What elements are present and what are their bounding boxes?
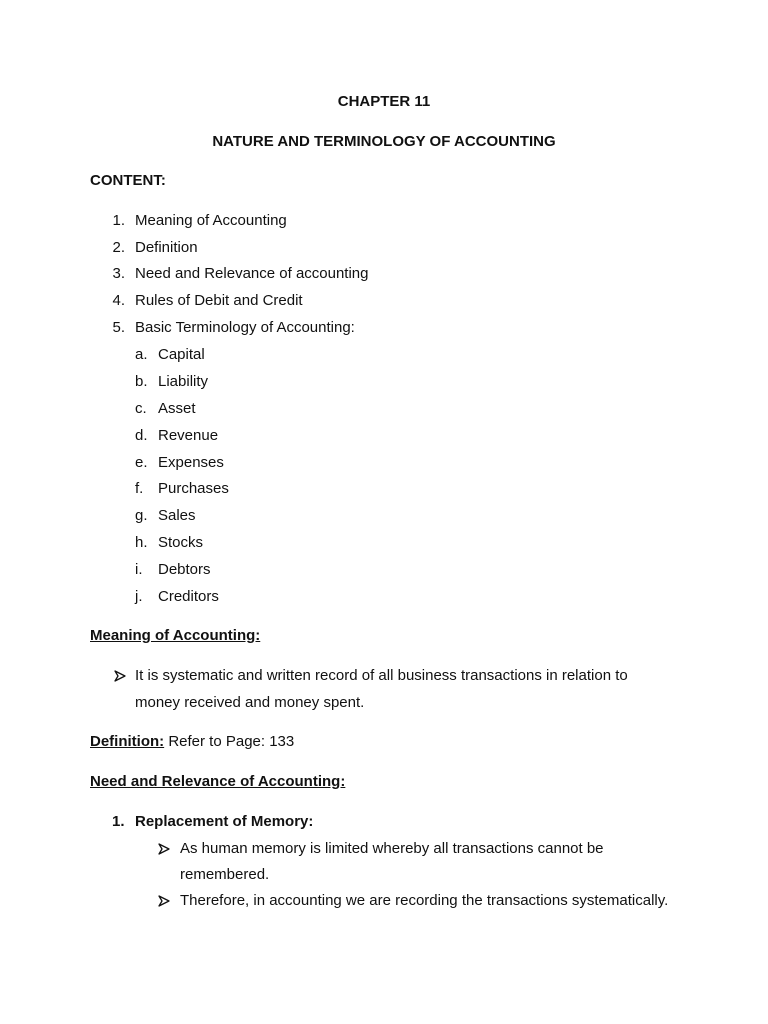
sub-list-text: Purchases (158, 480, 229, 497)
sub-list-text: Sales (158, 507, 196, 524)
chapter-title: CHAPTER 11 (337, 93, 431, 110)
sub-list-item (135, 427, 219, 445)
list-item-text: Definition (135, 239, 198, 256)
content-heading: CONTENT: (90, 172, 166, 189)
list-item (108, 239, 198, 257)
meaning-heading: Meaning of Accounting: (90, 627, 261, 644)
list-item-number: 5. (112, 319, 125, 336)
sub-list-letter: b. (135, 373, 148, 390)
sub-list-text: Debtors (158, 561, 211, 578)
chapter-subtitle: NATURE AND TERMINOLOGY OF ACCOUNTING (212, 133, 556, 150)
sub-list-item (135, 480, 229, 498)
sub-list-letter: f. (135, 480, 144, 497)
sub-list-text: Expenses (158, 454, 224, 471)
sub-list-letter: j. (135, 588, 143, 605)
sub-list-item (135, 400, 196, 418)
sub-list-item (135, 588, 219, 606)
need-heading: Need and Relevance of Accounting: (90, 773, 346, 790)
definition-line (90, 733, 294, 751)
sub-list-item (135, 346, 205, 364)
sub-list-text: Stocks (158, 534, 204, 551)
list-item-text: Rules of Debit and Credit (135, 292, 303, 309)
need-point (112, 813, 314, 831)
sub-list-text: Revenue (158, 427, 219, 444)
need-point-number: 1. (112, 813, 125, 830)
sub-list-item (135, 373, 209, 391)
meaning-text-line-1: It is systematic and written record of all business transactions in relation to (135, 667, 628, 684)
definition-label: Definition: (90, 733, 165, 750)
list-item-number: 4. (112, 292, 125, 309)
list-item (108, 212, 287, 230)
definition-text: Refer to Page: 133 (168, 733, 295, 750)
sub-list-text: Capital (158, 346, 205, 363)
arrow-bullet-icon (114, 670, 126, 682)
sub-list-letter: g. (135, 507, 148, 524)
need-point-title: Replacement of Memory: (135, 813, 314, 830)
need-bullet-1-line-2: remembered. (180, 866, 270, 883)
sub-list-letter: a. (135, 346, 148, 363)
sub-list-letter: e. (135, 454, 148, 471)
sub-list-item (135, 561, 211, 579)
need-bullet-1-line-1: As human memory is limited whereby all transactions cannot be (180, 840, 604, 857)
list-item (108, 265, 369, 283)
sub-list-item (135, 507, 196, 525)
need-bullet-2: Therefore, in accounting we are recording the transactions systematically. (180, 892, 669, 909)
list-item-number: 1. (112, 212, 125, 229)
list-item (108, 319, 355, 337)
sub-list-item (135, 454, 224, 472)
sub-list-text: Liability (158, 373, 209, 390)
list-item-text: Need and Relevance of accounting (135, 265, 369, 282)
sub-list-text: Creditors (158, 588, 219, 605)
list-item-text: Basic Terminology of Accounting: (135, 319, 355, 336)
sub-list-letter: i. (135, 561, 143, 578)
sub-list-letter: h. (135, 534, 148, 551)
arrow-bullet-icon (158, 843, 170, 855)
arrow-bullet-icon (158, 895, 170, 907)
sub-list-item (135, 534, 204, 552)
sub-list-letter: c. (135, 400, 147, 417)
list-item-number: 2. (112, 239, 125, 256)
meaning-text-line-2: money received and money spent. (135, 694, 365, 711)
list-item-text: Meaning of Accounting (135, 212, 287, 229)
list-item-number: 3. (112, 265, 125, 282)
list-item (108, 292, 303, 310)
sub-list-text: Asset (158, 400, 196, 417)
sub-list-letter: d. (135, 427, 148, 444)
